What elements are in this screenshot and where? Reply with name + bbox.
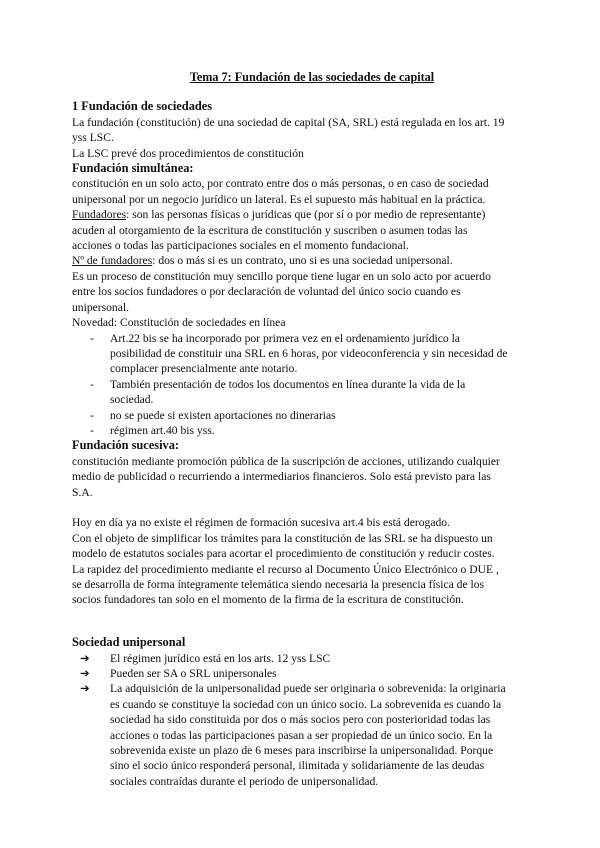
unipersonal-list bbox=[72, 651, 552, 790]
list-item-text: no se puede si existen aportaciones no dinerarias bbox=[110, 408, 336, 422]
fundadores-text: : son las personas físicas o jurídicas que (por sí o por medio de representante) acuden al otorgamiento de la escritura de constitución y suscriben o asumen todas las acciones o todas las participaciones sociales en el momento fundacional. bbox=[72, 208, 486, 253]
blank-line bbox=[72, 608, 552, 623]
dash-bullet-icon: - bbox=[90, 377, 94, 391]
list-item-text: Art.22 bis se ha incorporado por primera vez en el ordenamiento jurídico la posibilidad de constituir una SRL en 6 horas, por videoconferencia y sin necesidad de complacer presencialmente ante notario. bbox=[110, 331, 508, 376]
document-page bbox=[72, 70, 552, 789]
list-item-text: También presentación de todos los documentos en línea durante la vida de la sociedad. bbox=[110, 377, 466, 407]
list-item bbox=[72, 666, 552, 681]
list-item-text: régimen art.40 bis yss. bbox=[110, 423, 215, 437]
arrow-bullet-icon: ➔ bbox=[80, 651, 90, 665]
list-item bbox=[72, 423, 552, 438]
subheading-sucesiva: Fundación sucesiva: bbox=[72, 438, 180, 453]
paragraph: constitución mediante promoción pública de la suscripción de acciones, utilizando cualquier medio de publicidad o recurriendo a intermediarios financieros. Solo está previsto para las S.A. bbox=[72, 454, 500, 499]
novedad-list bbox=[72, 331, 552, 439]
dash-bullet-icon: - bbox=[90, 331, 94, 345]
num-fundadores-label: Nº de fundadores bbox=[72, 254, 153, 268]
novedad-line: Novedad: Constitución de sociedades en línea bbox=[72, 316, 286, 330]
section-heading-unipersonal: Sociedad unipersonal bbox=[72, 635, 186, 650]
list-item bbox=[72, 651, 552, 666]
paragraph: La fundación (constitución) de una sociedad de capital (SA, SRL) está regulada en los art. 19 yss LSC. bbox=[72, 115, 505, 145]
fundadores-paragraph bbox=[72, 207, 552, 253]
paragraph: Es un proceso de constitución muy sencillo porque tiene lugar en un solo acto por acuerdo entre los socios fundadores o por declaración de voluntad del único socio cuando es unipersonal. bbox=[72, 269, 491, 314]
blank-line bbox=[72, 623, 552, 635]
list-item bbox=[72, 408, 552, 423]
arrow-bullet-icon: ➔ bbox=[80, 667, 90, 680]
list-item-text: El régimen jurídico está en los arts. 12 yss LSC bbox=[110, 651, 331, 665]
arrow-bullet-icon: ➔ bbox=[80, 682, 90, 696]
dash-bullet-icon: - bbox=[90, 423, 94, 437]
num-fundadores-text: : dos o más si es un contrato, uno si es una sociedad unipersonal. bbox=[152, 254, 453, 268]
paragraph: La LSC prevé dos procedimientos de constitución bbox=[72, 146, 304, 160]
dash-bullet-icon: - bbox=[90, 408, 94, 422]
paragraph: Hoy en día ya no existe el régimen de formación sucesiva art.4 bis está derogado. Con el objeto de simplificar los trámites para la constitución de las SRL se ha dispuesto un modelo de estatutos sociales para acortar el procedimiento de constitución y reducir costes. La rapidez del procedimiento mediante el recurso al Documento Único Electrónico o DUE , se desarrolla de forma íntegramente telemática siendo necesaria la presencia física de los socios fundadores tan solo en el momento de la firma de la escritura de constitución. bbox=[72, 516, 499, 607]
fundadores-label: Fundadores bbox=[72, 208, 127, 222]
list-item bbox=[72, 681, 552, 789]
blank-line bbox=[72, 500, 552, 515]
document-title: Tema 7: Fundación de las sociedades de capital bbox=[189, 70, 435, 84]
list-item-text: Pueden ser SA o SRL unipersonales bbox=[110, 667, 277, 680]
subheading-simultanea: Fundación simultánea: bbox=[72, 161, 194, 176]
list-item bbox=[72, 331, 552, 377]
paragraph: constitución en un solo acto, por contrato entre dos o más personas, o en caso de sociedad unipersonal por un negocio jurídico un lateral. Es el supuesto más habitual en la práctica. bbox=[72, 177, 489, 206]
list-item bbox=[72, 377, 552, 408]
num-fundadores-paragraph bbox=[72, 253, 552, 268]
list-item-text: La adquisición de la unipersonalidad puede ser originaria o sobrevenida: la originaria es cuando se constituye la sociedad con un único socio. La sobrevenida es cuando la sociedad ha sido constituida por dos o más socios pero con posterioridad todas las acciones o todas las participaciones pasan a ser propiedad de un único socio. En la sobrevenida existe un plazo de 6 meses para inscribirse la unipersonalidad. Porque sino el socio único responderá personal, ilimitada y solidariamente de las deudas sociales contraídas durante el periodo de unipersonalidad. bbox=[110, 682, 506, 788]
section-heading-fundacion: 1 Fundación de sociedades bbox=[72, 99, 213, 114]
